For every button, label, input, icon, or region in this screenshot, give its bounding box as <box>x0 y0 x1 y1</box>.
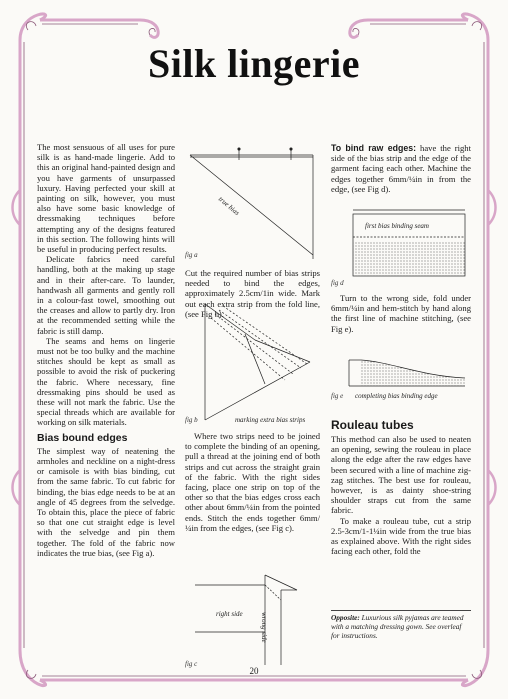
cut-strips-paragraph: Cut the required number of bias strips needed to bind the edges, approximately 2.5cm/1in wide. Mark out each extra strip from the fold line, (see Fig b). <box>185 268 320 319</box>
fig-a-true-bias-text: true bias <box>216 195 241 218</box>
bias-bound-heading: Bias bound edges <box>37 431 128 444</box>
column-3-mid <box>331 293 471 334</box>
column-3-top <box>331 143 471 194</box>
bias-paragraph: The simplest way of neatening the armholes and neckline on a night-dress or camisole is with bias binding, cut from the same fabric. To cut fabric for binding, the bias edge needs to be at an angle of 45 degrees from the selvedge. To obtain this, place the piece of fabric so that one cut straight edge is level with the selvedge and pin them together. The fold of the fabric now indicates the true bias, (see Fig a). <box>37 445 175 558</box>
column-1 <box>37 142 175 558</box>
fig-c-right-side-text: right side <box>216 610 243 618</box>
join-strips-paragraph: Where two strips need to be joined to complete the binding of an opening, pull a thread at the joining end of both strips and cut across the straight grain of the fabric. With the right sides facing, place one strip on top of the other so that the bias edges cross each other about 6mm/¼in from the pointed ends. Stitch the ends together 6mm/¼in from the edges, (see Fig c). <box>185 431 320 533</box>
rouleau-paragraph-1: This method can also be used to neaten an opening, sewing the rouleau in place along the edge after the raw edges have been secured with a line of machine zig-zag stitches. The best use for rouleau, however, is as dainty shoe-string shoulder straps cut from the same fabric. <box>331 434 471 516</box>
figure-d <box>331 200 471 280</box>
fig-d-text: first bias binding seam <box>365 222 429 230</box>
seams-paragraph: The seams and hems on lingerie must not be too bulky and the machine stitches should be kept as small as possible to avoid the risk of puckering the fabric. Where necessary, fine dressmaking pins should be used as these will not mark the fabric. Use the special threads which are available for working on silk materials. <box>37 335 175 428</box>
figure-a <box>185 143 320 263</box>
figure-b <box>185 302 320 427</box>
fig-b-label: fig b <box>185 416 198 424</box>
column-3-bottom <box>331 418 471 556</box>
bind-raw-edges-text: have the right side of the bias strip and the edge of the garment facing each other. Machine the edges together 6mm/¼in in from the edge, (see Fig d). <box>331 143 471 194</box>
bind-raw-edges-paragraph <box>331 143 471 194</box>
care-paragraph: Delicate fabrics need careful handling, both at the making up stage and in their after-care. To launder, handwash all garments and gently roll in a colour-fast towel, smoothing out the creases and allow to partly dry. Iron at the recommended setting while the fabric is still damp. <box>37 254 175 336</box>
caption-lead: Opposite: <box>331 613 360 622</box>
caption-text: Luxurious silk pyjamas are teamed with a matching dressing gown. See overleaf for instructions. <box>331 613 464 640</box>
fig-b-text: marking extra bias strips <box>235 416 306 424</box>
rouleau-heading: Rouleau tubes <box>331 418 414 432</box>
rouleau-paragraph-2: To make a rouleau tube, cut a strip 2.5-3cm/1-1¼in wide from the true bias as explained above. With the right sides facing each other, fold the <box>331 515 471 557</box>
intro-paragraph: The most sensuous of all uses for pure silk is as hand-made lingerie. Add to this an original hand-painted design and you have garments of unsurpassed luxury. Having perfected your skill at painting on silk, however, you must also have some basic knowledge of dressmaking techniques before attempting any of the designs featured in this section. The following hints will be useful in producing perfect results. <box>37 142 175 255</box>
figure-c <box>185 570 320 670</box>
fig-e-text: completing bias binding edge <box>355 392 438 400</box>
fold-under-paragraph: Turn to the wrong side, fold under 6mm/¼in and hem-stitch by hand along the first line of machine stitching, (see Fig e). <box>331 293 471 334</box>
photo-caption <box>331 610 471 640</box>
page-title: Silk lingerie <box>147 41 361 86</box>
fig-d-label: fig d <box>331 279 344 287</box>
bind-raw-edges-heading: To bind raw edges: <box>331 143 417 153</box>
fig-a-label: fig a <box>185 251 198 259</box>
fig-c-label: fig c <box>185 660 198 668</box>
fig-c-wrong-side-text: wrong side <box>260 612 268 643</box>
figure-e <box>331 340 471 390</box>
column-2-bottom <box>185 431 320 533</box>
fig-e-label: fig e <box>331 392 344 400</box>
page-number: 20 <box>249 666 259 676</box>
